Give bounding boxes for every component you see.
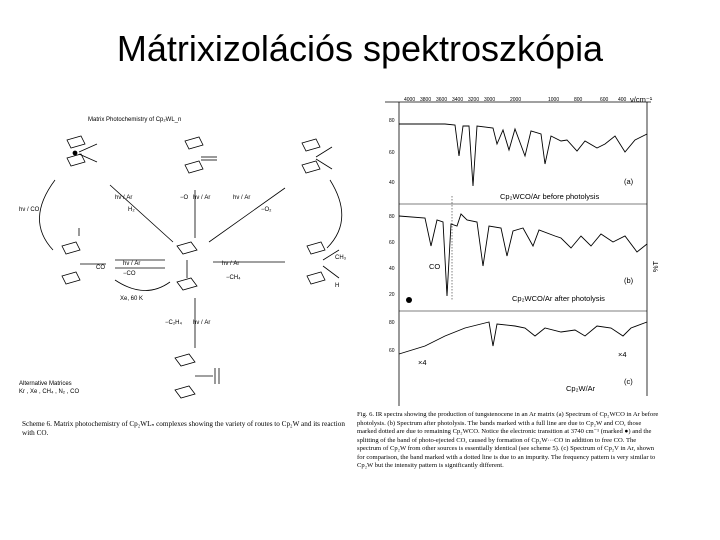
label-xe-60k: Xe, 60 K	[120, 296, 144, 302]
label-h: H	[335, 283, 340, 289]
top-axis-tick: 600	[600, 97, 609, 103]
top-axis-tick: 2000	[510, 97, 522, 103]
molecule-cp2wc2h4	[175, 354, 219, 398]
scheme-title: Matrix Photochemistry of Cp₂WL_n	[88, 117, 182, 123]
label-minus-co: −CO	[123, 271, 136, 277]
top-axis-tick: 400	[618, 97, 627, 103]
y-tick-a: 40	[389, 180, 395, 186]
top-axis-tick: 800	[574, 97, 583, 103]
label-minus-c2h4: −C₂H₄	[165, 320, 182, 326]
label-hv-ar-1: hν / Ar	[115, 195, 133, 201]
label-hv-ar-2: hν / Ar	[193, 195, 211, 201]
panel-a-tag: (a)	[624, 177, 634, 186]
y-axis-label: %T	[651, 260, 661, 273]
label-hv-ar-4: hν / Ar	[123, 261, 141, 267]
y-tick-b: 60	[389, 240, 395, 246]
top-axis-tick: 1000	[548, 97, 560, 103]
top-axis-unit: ν/cm⁻¹	[630, 95, 653, 104]
y-tick-a: 60	[389, 150, 395, 156]
figure-caption: Fig. 6. IR spectra showing the production of tungstenocene in an Ar matrix (a) Spectrum of Cp₂WCO in Ar before photolysis. (b) Spectrum after photolysis. The bands marked with a full line are due to Cp₂W and CO, those marked dotted are due to remaining Cp₂WCO. Notice the electronic transition at 3740 cm⁻¹ (marked ●) and the splitting of the band of photo-ejected CO, caused by formation of Cp₂W···CO in addition to free CO. The spectrum of Cp₂W from other sources is essentially identical (see scheme 5). (c) Spectrum of Cp₂V in Ar, shown for comparison, the band marked with a dotted line is due to an impurity. The frequency pattern is very similar to Cp₂W but the intensity pattern is significantly different.	[357, 411, 659, 469]
top-axis-tick: 3800	[420, 97, 432, 103]
molecule-cp2wch3h	[307, 242, 339, 284]
annotation-co: CO	[429, 262, 441, 271]
panel-c-label: Cp₂W/Ar	[566, 384, 596, 393]
y-tick-b: 80	[389, 214, 395, 220]
panel-a-label: Cp₂WCO/Ar before photolysis	[500, 192, 600, 201]
y-tick-a: 80	[389, 118, 395, 124]
alt-matrices-heading: Alternative Matrices	[19, 381, 72, 387]
label-ch3: CH₃	[335, 255, 347, 261]
label-h2: H₂	[128, 207, 135, 213]
y-tick-b: 40	[389, 266, 395, 272]
y-tick-b: 20	[389, 292, 395, 298]
label-hv-ar-5: hν / Ar	[222, 261, 240, 267]
panel-c-tag: (c)	[624, 377, 633, 386]
molecule-cp2wco-top	[185, 137, 217, 173]
annotation-x4-left: ×4	[418, 358, 427, 367]
alt-matrices-list: Kr , Xe , CH₄ , N₂ , CO	[19, 389, 80, 395]
panel-b-tag: (b)	[624, 276, 634, 285]
label-hv-ar-3: hν / Ar	[233, 195, 251, 201]
y-tick-c: 80	[389, 320, 395, 326]
slide-title: Mátrixizolációs spektroszkópia	[116, 28, 604, 69]
label-minus-o2: −O₂	[261, 207, 272, 213]
molecule-cp2wco-left	[62, 242, 106, 284]
top-axis-tick: 3000	[484, 97, 496, 103]
top-axis-tick: 3400	[452, 97, 464, 103]
y-tick-c: 60	[389, 348, 395, 354]
molecule-cp2wo2	[302, 139, 332, 173]
molecule-cp2wh2	[67, 136, 97, 166]
scheme-diagram	[15, 110, 355, 415]
top-axis-tick: 4000	[404, 97, 416, 103]
top-axis-tick: 3600	[436, 97, 448, 103]
label-co: CO	[96, 265, 105, 271]
ir-spectra-plot	[385, 96, 663, 406]
label-hv-ar-6: hν / Ar	[193, 320, 211, 326]
label-hv-co: hν / CO	[19, 207, 40, 213]
panel-b-label: Cp₂WCO/Ar after photolysis	[512, 294, 605, 303]
annotation-x4-right: ×4	[618, 350, 627, 359]
molecule-cp2w	[177, 242, 197, 290]
top-axis-tick: 3200	[468, 97, 480, 103]
alternative-matrices	[19, 380, 79, 396]
label-minus-o: −O	[180, 195, 189, 201]
label-minus-ch4: −CH₄	[226, 275, 241, 281]
scheme-caption: Scheme 6. Matrix photochemistry of Cp₂WLₙ complexes showing the variety of routes to Cp₂W and its reaction with CO.	[22, 420, 345, 437]
